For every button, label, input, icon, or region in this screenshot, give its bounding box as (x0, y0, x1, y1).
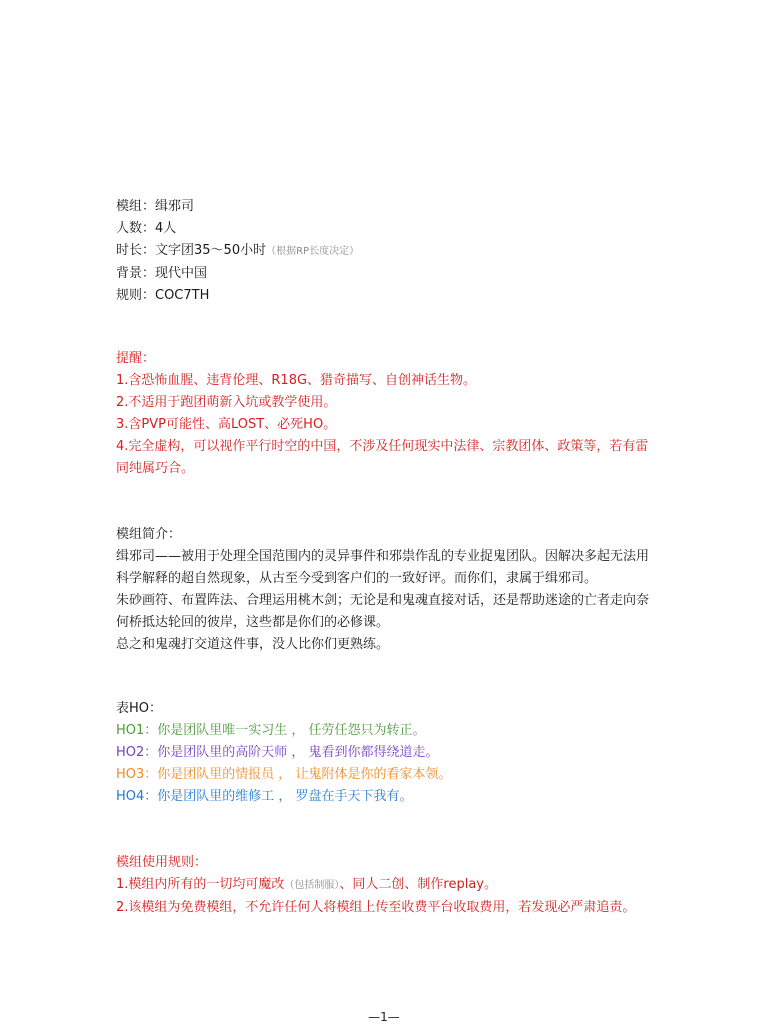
usage-item-1-tail: 、同人二创、制作replay。 (339, 877, 497, 892)
duration (116, 240, 661, 263)
usage-item-1-note: （包括制服） (284, 880, 340, 891)
ho-item-2: HO2：你是团队里的高阶天师 ， 鬼看到你都得绕道走。 (116, 745, 439, 760)
usage-title: 模组使用规则： (116, 855, 208, 870)
usage-section (116, 852, 661, 919)
intro-title: 模组简介： (116, 527, 182, 542)
page-number: —1— (368, 1010, 400, 1024)
ho-item-4: HO4：你是团队里的维修工 ， 罗盘在手天下我有。 (116, 789, 413, 804)
module-info (116, 196, 661, 307)
duration-main: 时长：文字团35～50小时 (116, 243, 267, 258)
duration-note: （根据RP长度决定） (266, 246, 360, 257)
warning-section (116, 348, 661, 480)
warning-title: 提醒： (116, 351, 156, 366)
intro-paragraph: 朱砂画符、布置阵法、合理运用桃木剑；无论是和鬼魂直接对话，还是帮助迷途的亡者走向奈何桥抵达轮回的彼岸，这些都是你们的必修课。 (116, 593, 650, 630)
usage-item-1 (116, 874, 661, 897)
warning-item: 4.完全虚构，可以视作平行时空的中国，不涉及任何现实中法律、宗教团体、政策等，若有雷同纯属巧合。 (116, 439, 649, 476)
rules: 规则：COC7TH (116, 288, 210, 303)
ho-title: 表HO： (116, 701, 163, 716)
ho-section (116, 698, 661, 808)
usage-item-2: 2.该模组为免费模组，不允许任何人将模组上传至收费平台收取费用，若发现必严肃追责。 (116, 900, 636, 915)
warning-item: 1.含恐怖血腥、违背伦理、R18G、猎奇描写、自创神话生物。 (116, 373, 477, 388)
ho-item-1: HO1：你是团队里唯一实习生 ， 任劳任怨只为转正。 (116, 723, 426, 738)
intro-section (116, 524, 661, 656)
warning-item: 3.含PVP可能性、高LOST、必死HO。 (116, 417, 337, 432)
player-count: 人数：4人 (116, 221, 177, 236)
usage-item-1-main: 1.模组内所有的一切均可魔改 (116, 877, 285, 892)
intro-paragraph: 缉邪司——被用于处理全国范围内的灵异事件和邪祟作乱的专业捉鬼团队。因解决多起无法用科学解释的超自然现象，从古至今受到客户们的一致好评。而你们，隶属于缉邪司。 (116, 549, 650, 586)
background: 背景：现代中国 (116, 266, 208, 281)
intro-paragraph: 总之和鬼魂打交道这件事，没人比你们更熟练。 (116, 637, 390, 652)
warning-item: 2.不适用于跑团萌新入坑或教学使用。 (116, 395, 337, 410)
module-name: 模组：缉邪司 (116, 199, 195, 214)
ho-item-3: HO3：你是团队里的情报员 ， 让鬼附体是你的看家本领。 (116, 767, 452, 782)
